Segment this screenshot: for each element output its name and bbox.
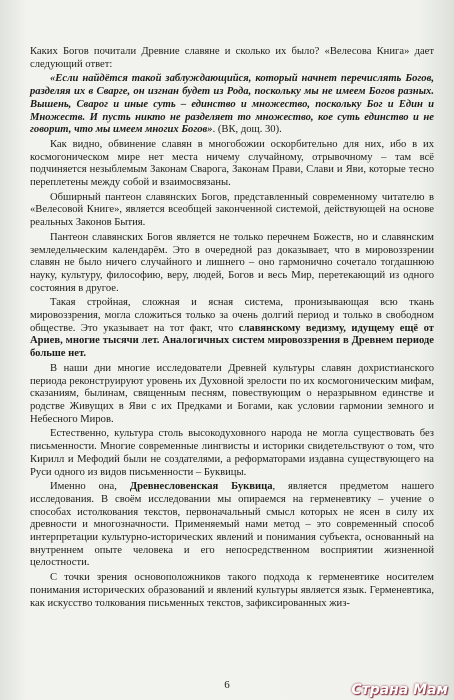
paragraph-3: Как видно, обвинение славян в многобожии оскорбительно для них, ибо в их космогоническом мире нет места ничему случайному, отрывочному – там всё подчиняется незыблемым Законам Сварога, Законам Прави, Слави и Яви, которые тесно переплетены между собой и взаимосвязаны.	[30, 138, 434, 189]
quote-text: «Если найдётся такой заблуждающийся, который начнет перечислять Богов, разделяя их в Сварге, он изгнан будет из Рода, поскольку мы не имеем Богов разных. Вышень, Сварог и иные суть – единство и множество, поскольку Бог и Един и Множеств. И пусть никто не разделяет то множество, кое суть единство и не говорит, что мы имеем многих Богов»	[30, 73, 434, 136]
body-text	[30, 46, 434, 610]
watermark-logo: Страна Мам	[351, 682, 448, 698]
page-number: 6	[224, 679, 230, 691]
paragraph-2	[30, 73, 434, 137]
paragraph-9	[30, 481, 434, 570]
paragraph-6	[30, 297, 434, 361]
paragraph-4: Обширный пантеон славянских Богов, представленный современному читателю в «Велесовой Книге», является всеобщей законченной системой, действующей на основе реальных Законов Бытия.	[30, 191, 434, 229]
paragraph-5: Пантеон славянских Богов является не только перечнем Божеств, но и славянским земледельческим календарём. Это в очередной раз доказывает, что в мировоззрении славян не было ничего случайного и лишнего – оно гармонично сочетало тогдашнюю науку, культуру, философию, веру, людей, Богов и весь Мир, перетекающий из одного состояния в другое.	[30, 231, 434, 294]
plain-text: . (ВК, дощ. 30).	[212, 124, 282, 136]
paragraph-1: Каких Богов почитали Древние славяне и сколько их было? «Велесова Книга» дает следующий ответ:	[30, 46, 434, 70]
paragraph-8: Естественно, культура столь высокодуховного народа не могла существовать без письменности. Многие современные лингвисты и историки свидетельствуют о том, что Кирилл и Мефодий были не создателями, а реформаторами издавна существующего на Руси одного из видов письменности – Буквицы.	[30, 428, 434, 478]
plain-text: Такая стройная, сложная и ясная система, пронизывающая всю ткань мировоззрения, могла сложиться только за очень долгий период и только в свободном обществе. Это указывает на тот факт, что	[30, 297, 434, 334]
plain-text: , является предметом нашего исследования. В своём исследовании мы опираемся на герменевтику – учение о способах истолкования текстов, первоначальный смысл которых не ясен в силу их древности и многозначности. Применяемый нами метод – это современный способ интерпретации культурно-исторических явлений и понимания субъекта, основанный на внутреннем опыте человека и его непосредственном восприятии жизненной целостности.	[30, 481, 434, 569]
emphasis-text: Древнесловенская Буквица	[129, 481, 273, 493]
paragraph-10: С точки зрения основоположников такого подхода к герменевтике носителем понимания исторических образований и явлений культуры является язык. Герменевтика, как искусство толкования письменных текстов, зафиксированных жиз-	[30, 572, 434, 609]
emphasis-text: славянскому ведизму, идущему ещё от Ариев, многие тысячи лет. Аналогичных систем мировоззрения в Древнем периоде больше нет.	[30, 322, 434, 360]
paragraph-7: В наши дни многие исследователи Древней культуры славян дохристианского периода реконструируют уровень их Духовной зрелости по их космогоническим мифам, сказаниям, былинам, священным песням, повествующим о неразрывном единстве и родстве Живущих в Яви с их Предками и Богами, как условии гармонии земного и Небесного Миров.	[30, 362, 434, 425]
plain-text: Именно она,	[50, 481, 130, 493]
